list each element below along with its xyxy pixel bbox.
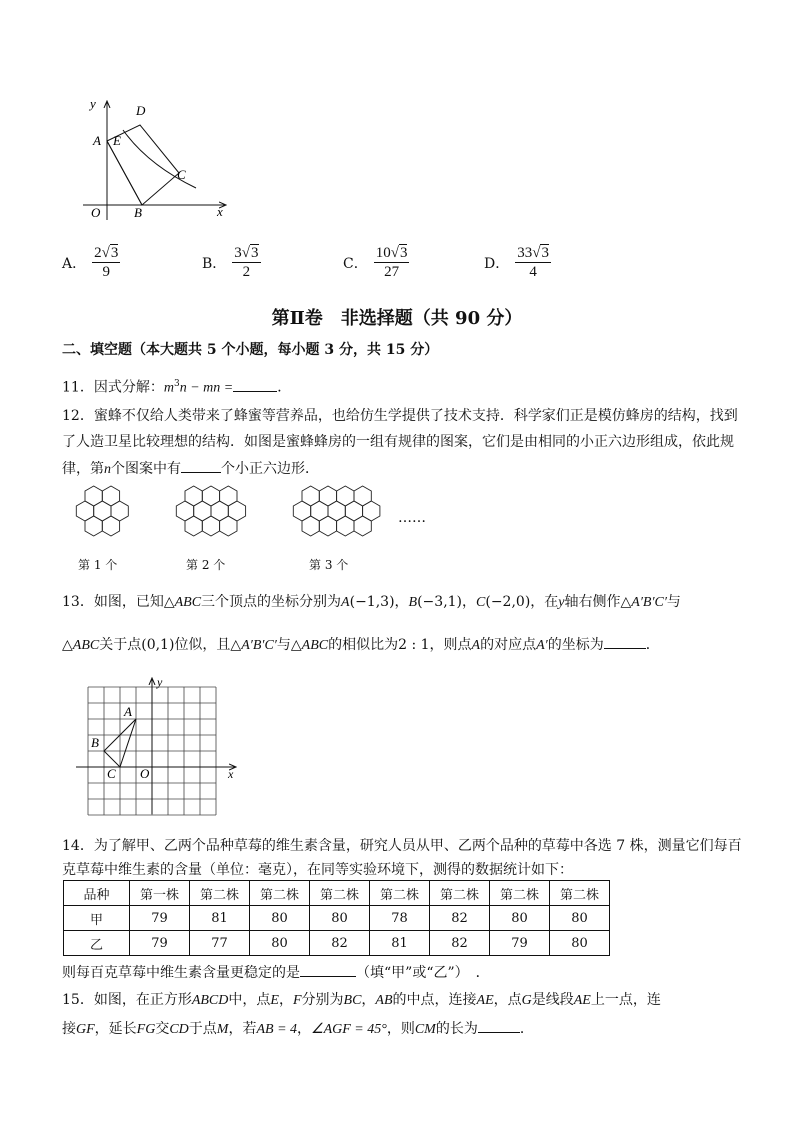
answer-blank-14[interactable]: [300, 962, 356, 977]
question-11: 11．因式分解：$m^3n$ − mn = ．: [62, 374, 291, 399]
grid-label-B: B: [91, 735, 99, 750]
q12-line1: 12．蜜蜂不仅给人类带来了蜂蜜等营养品，也给仿生学提供了技术支持．科学家们正是模仿蜂房的结构，找到: [62, 408, 738, 424]
grid-figure-q13: [76, 674, 246, 816]
label-A: A: [93, 133, 101, 148]
q15-line1: 15．如图，在正方形ABCD中，点E，F分别为BC，AB的中点，连接AE，点G是线段AE上一点，连: [62, 992, 661, 1008]
option-a[interactable]: A． $\frac{2√3}{9}$: [62, 245, 119, 280]
q15-line2: 接GF，延长FG交CD于点M，若AB = 4，∠AGF = 45°，则CM的长为 ．: [62, 1018, 534, 1040]
label-E: E: [113, 133, 121, 148]
q13-line2: △ABC关于点(0,1)位似，且△A′B′C′与△ABC的相似比为2 : 1，则点A的对应点A′的坐标为 ．: [62, 634, 660, 656]
grid-label-O: O: [140, 766, 150, 781]
q12-line2: 了人造卫星比较理想的结构．如图是蜜蜂蜂房的一组有规律的图案，它们是由相同的小正六边形组成，依此规: [62, 434, 734, 450]
vitamin-table: [63, 880, 610, 956]
hexagon-cell: [185, 516, 202, 536]
option-d[interactable]: D． $\frac{33√3}{4}$: [484, 245, 549, 280]
label-O: O: [91, 205, 101, 220]
answer-blank-11[interactable]: [233, 377, 277, 392]
option-b[interactable]: B． $\frac{3√3}{2}$: [202, 245, 259, 280]
part-heading: 二、填空题（本大题共 5 个小题，每小题 3 分，共 15 分）: [62, 342, 439, 358]
answer-blank-12[interactable]: [181, 458, 221, 473]
section-title: 第Ⅱ卷 非选择题（共 90 分）: [271, 308, 523, 329]
label-B: B: [134, 205, 142, 220]
hexagon-cell: [302, 516, 319, 536]
grid-x-label: x: [228, 767, 234, 781]
q14-after: 则每百克草莓中维生素含量更稳定的是 （填“甲”或“乙”） ．: [62, 962, 490, 983]
q14-line2: 克草莓中维生素的含量（单位：毫克），在同等实验环境下，测得的数据统计如下：: [62, 862, 573, 878]
q13-line1: 13．如图，已知△ABC三个顶点的坐标分别为A(−1,3)，B(−3,1)，C(−2,0)，在y轴右侧作△A′B′C′与: [62, 594, 681, 610]
caption-2: 第 2 个: [186, 558, 226, 572]
hexagon-cell: [354, 516, 371, 536]
figure-q10: [78, 95, 238, 225]
answer-blank-15[interactable]: [478, 1018, 520, 1033]
q14-line1: 14．为了解甲、乙两个品种草莓的维生素含量，研究人员从甲、乙两个品种的草莓中各选 7 株，测量它们每百: [62, 838, 742, 854]
ellipsis: ……: [398, 510, 426, 526]
x-axis-label: x: [217, 204, 223, 219]
grid-y-label: y: [157, 675, 163, 689]
hexagon-cell: [337, 516, 354, 536]
table-row: 乙 79 77 80 82 81 82 79 80: [64, 931, 610, 956]
hexagon-cell: [319, 516, 336, 536]
q12-line3: 律，第n个图案中有 个小正六边形．: [62, 458, 319, 480]
hexagon-cell: [220, 516, 237, 536]
hexagon-cell: [85, 516, 102, 536]
hexagon-patterns: [70, 484, 400, 550]
caption-3: 第 3 个: [309, 558, 349, 572]
caption-1: 第 1 个: [78, 558, 118, 572]
hexagon-cell: [102, 516, 119, 536]
grid-label-C: C: [107, 766, 116, 781]
grid-label-A: A: [124, 704, 132, 719]
hexagon-cell: [202, 516, 219, 536]
label-C: C: [177, 167, 186, 182]
table-row: 甲 79 81 80 80 78 82 80 80: [64, 906, 610, 931]
answer-blank-13[interactable]: [604, 634, 646, 649]
option-c[interactable]: C． $\frac{10√3}{27}$: [343, 245, 408, 280]
table-header-row: 品种 第一株 第二株 第二株 第二株 第二株 第二株 第二株 第二株: [64, 881, 610, 906]
label-D: D: [136, 103, 146, 118]
y-axis-label: y: [90, 96, 96, 111]
